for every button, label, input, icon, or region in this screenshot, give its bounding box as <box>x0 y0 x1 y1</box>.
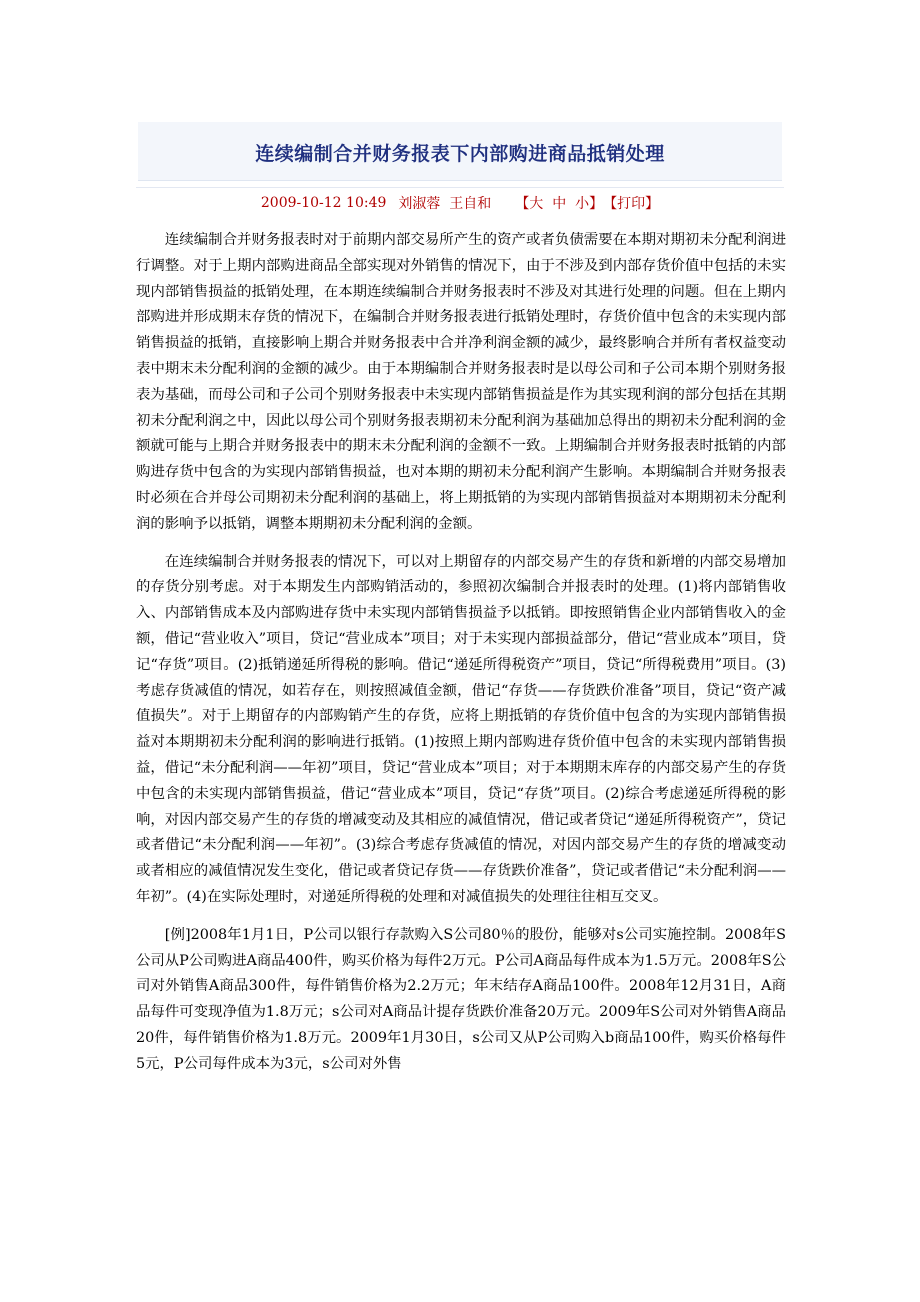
title-bar <box>138 122 782 181</box>
paragraph-1: 连续编制合并财务报表时对于前期内部交易所产生的资产或者负债需要在本期对期初未分配利润进行调整。对于上期内部购进商品全部实现对外销售的情况下，由于不涉及到内部存货价值中包括的未实现内部销售损益的抵销处理，在本期连续编制合并财务报表时不涉及对其进行处理的问题。但在上期内部购进并形成期末存货的情况下，在编制合并财务报表进行抵销处理时，存货价值中包含的未实现内部销售损益的抵销，直接影响上期合并财务报表中合并净利润金额的减少，最终影响合并所有者权益变动表中期末未分配利润的金额的减少。由于本期编制合并财务报表时是以母公司和子公司本期个别财务报表为基础，而母公司和子公司个别财务报表中未实现内部销售损益是作为其实现利润的部分包括在其期初未分配利润之中，因此以母公司个别财务报表期初未分配利润为基础加总得出的期初未分配利润的金额就可能与上期合并财务报表中的期末未分配利润的金额不一致。上期编制合并财务报表时抵销的内部购进存货中包含的为实现内部销售损益，也对本期的期初未分配利润产生影响。本期编制合并财务报表时必须在合并母公司期初未分配利润的基础上，将上期抵销的为实现内部销售损益对本期期初未分配利润的影响予以抵销，调整本期期初未分配利润的金额。 <box>136 232 786 532</box>
example-text: 2008年1月1日，P公司以银行存款购入S公司80％的股份，能够对s公司实施控制。2008年S公司从P公司购进A商品400件，购买价格为每件2万元。P公司A商品每件成本为1.5万元。2008年S公司对外销售A商品300件，每件销售价格为2.2万元；年末结存A商品100件。2008年12月31日，A商品每件可变现净值为1.8万元；s公司对A商品计提存货跌价准备20万元。2009年S公司对外销售A商品20件，每件销售价格为1.8万元。2009年1月30日，s公司又从P公司购入b商品100件，购买价格每件5元，P公司每件成本为3元，s公司对外售 <box>136 926 787 1072</box>
article-body <box>136 228 786 1090</box>
publish-datetime: 2009-10-12 10:49 <box>260 195 387 211</box>
article-header <box>136 122 784 218</box>
authors: 刘淑蓉 王自和 <box>398 196 492 212</box>
page-title: 连续编制合并财务报表下内部购进商品抵销处理 <box>255 142 665 165</box>
article-meta <box>136 187 784 218</box>
font-size-links[interactable]: 【大 中 小】 <box>515 196 604 212</box>
example-paragraph <box>136 923 786 1078</box>
paragraph-2: 在连续编制合并财务报表的情况下，可以对上期留存的内部交易产生的存货和新增的内部交易增加的存货分别考虑。对于本期发生内部购销活动的，参照初次编制合并报表时的处理。(1)将内部销售收入、内部销售成本及内部购进存货中未实现内部销售损益予以抵销。即按照销售企业内部销售收入的金额，借记“营业收入”项目，贷记“营业成本”项目；对于未实现内部损益部分，借记“营业成本”项目，贷记“存货”项目。(2)抵销递延所得税的影响。借记“递延所得税资产”项目，贷记“所得税费用”项目。(3)考虑存货减值的情况，如若存在，则按照减值金额，借记“存货——存货跌价准备”项目，贷记“资产减值损失”。对于上期留存的内部购销产生的存货，应将上期抵销的存货价值中包含的为实现内部销售损益对本期期初未分配利润的影响进行抵销。(1)按照上期内部购进存货价值中包含的未实现内部销售损益，借记“未分配利润——年初”项目，贷记“营业成本”项目；对于本期期末库存的内部交易产生的存货中包含的未实现内部销售损益，借记“营业成本”项目，贷记“存货”项目。(2)综合考虑递延所得税的影响，对因内部交易产生的存货的增减变动及其相应的减值情况，借记或者贷记“递延所得税资产”，贷记或者借记“未分配利润——年初”。(3)综合考虑存货减值的情况，对因内部交易产生的存货的增减变动或者相应的减值情况发生变化，借记或者贷记存货——存货跌价准备”，贷记或者借记“未分配利润——年初”。(4)在实际处理时，对递延所得税的处理和对减值损失的处理往往相互交叉。 <box>136 553 786 905</box>
example-tag: [例] <box>164 926 191 943</box>
print-link[interactable]: 【打印】 <box>603 196 660 212</box>
